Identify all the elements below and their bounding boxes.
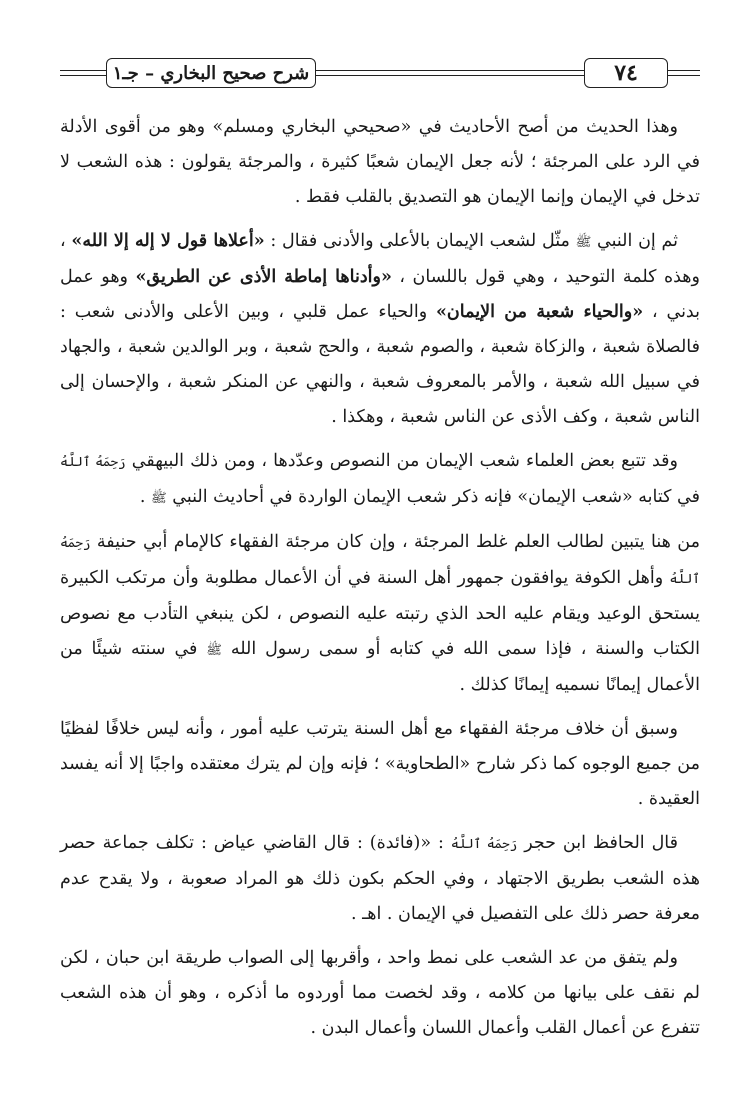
text-run: ولم يتفق من عد الشعب على نمط واحد ، وأقربها إلى الصواب طريقة ابن حبان ، لكن لم نقف على بيانها من كلامه ، وقد لخصت مما أوردوه ما أذكره ، وهو أن هذه الشعب تتفرع عن أعمال القلب وأعمال اللسان وأعمال البدن .	[60, 948, 700, 1038]
text-run: وهذا الحديث من أصح الأحاديث في «صحيحي البخاري ومسلم» وهو من أقوى الأدلة في الرد على المرجئة ؛ لأنه جعل الإيمان شعبًا كثيرة ، والمرجئة يقولون : هذه الشعب لا تدخل في الإيمان وإنما الإيمان هو التصديق بالقلب فقط .	[60, 117, 700, 207]
page-number-box	[584, 58, 668, 88]
page-body	[60, 110, 700, 1055]
body-paragraph	[60, 712, 700, 817]
page-header	[60, 58, 700, 92]
text-run: في كتابه «شعب الإيمان» فإنه ذكر شعب الإيمان الواردة في أحاديث النبي	[166, 487, 700, 507]
running-title: شرح صحيح البخاري – جـ١	[112, 62, 310, 84]
honorific-glyph: ﷺ	[150, 491, 167, 506]
body-paragraph	[60, 224, 700, 435]
text-run: ثم إن النبي	[591, 231, 679, 251]
honorific-glyph: رَحِمَهُ ٱللَّهُ	[60, 536, 700, 587]
body-paragraph	[60, 110, 700, 215]
text-run: وقد تتبع بعض العلماء شعب الإيمان من النصوص وعدّدها ، ومن ذلك البيهقي	[125, 451, 678, 471]
body-paragraph	[60, 444, 700, 516]
text-run: في سنته شيئًا من الأعمال إيمانًا نسميه إيمانًا كذلك .	[60, 639, 700, 695]
hadith-quote: «وأدناها إماطة الأذى عن الطريق»	[135, 267, 392, 287]
text-run: قال الحافظ ابن حجر	[517, 833, 678, 853]
hadith-quote: «والحياء شعبة من الإيمان»	[435, 302, 644, 322]
text-run: .	[139, 487, 151, 507]
text-run: مثّل لشعب الإيمان بالأعلى والأدنى فقال :	[264, 231, 576, 251]
hadith-quote: «أعلاها قول لا إله إلا الله»	[71, 231, 265, 251]
honorific-glyph: رَحِمَهُ ٱللَّهُ	[60, 455, 126, 470]
honorific-glyph: ﷺ	[206, 643, 222, 658]
running-title-box	[106, 58, 316, 88]
text-run: والحياء عمل قلبي ، وبين الأعلى والأدنى شعب : فالصلاة شعبة ، والزكاة شعبة ، والصوم شعبة ، والحج شعبة ، وبر الوالدين شعبة ، والجهاد في سبيل الله شعبة ، والأمر بالمعروف شعبة ، والنهي عن المنكر شعبة ، والإحسان إلى الناس شعبة ، وكف الأذى عن الناس شعبة ، وهكذا .	[60, 302, 700, 427]
text-run: من هنا يتبين لطالب العلم غلط المرجئة ، وإن كان مرجئة الفقهاء كالإمام أبي حنيفة	[90, 532, 700, 552]
text-run: وسبق أن خلاف مرجئة الفقهاء مع أهل السنة يترتب عليه أمور ، وأنه ليس خلافًا لفظيًا من جميع الوجوه كما ذكر شارح «الطحاوية» ؛ فإنه وإن لم يترك معتقده واجبًا إلا أنه يفسد العقيدة .	[60, 719, 700, 809]
page-number: ٧٤	[614, 60, 638, 86]
text-run: : «(فائدة) : قال القاضي عياض : تكلف جماعة حصر هذه الشعب بطريق الاجتهاد ، وفي الحكم بكون ذلك هو المراد صعوبة ، ولا يقدح عدم معرفة حصر ذلك على التفصيل في الإيمان . اهـ .	[60, 833, 700, 924]
text-run: ، وهذه كلمة التوحيد ، وهي قول باللسان ،	[60, 231, 700, 287]
text-run: وأهل الكوفة يوافقون جمهور أهل السنة في أن الأعمال مطلوبة وأن مرتكب الكبيرة يستحق الوعيد ويقام عليه الحد الذي رتبته عليه النصوص ، لكن ينبغي التأدب مع نصوص الكتاب والسنة ، فإذا سمى الله في كتابه أو سمى رسول الله	[60, 568, 700, 659]
honorific-glyph: رَحِمَهُ ٱللَّهُ	[450, 837, 518, 852]
body-paragraph	[60, 525, 700, 703]
honorific-glyph: ﷺ	[575, 235, 592, 250]
body-paragraph	[60, 941, 700, 1046]
text-run: وهو عمل بدني ،	[60, 267, 700, 322]
body-paragraph	[60, 826, 700, 932]
